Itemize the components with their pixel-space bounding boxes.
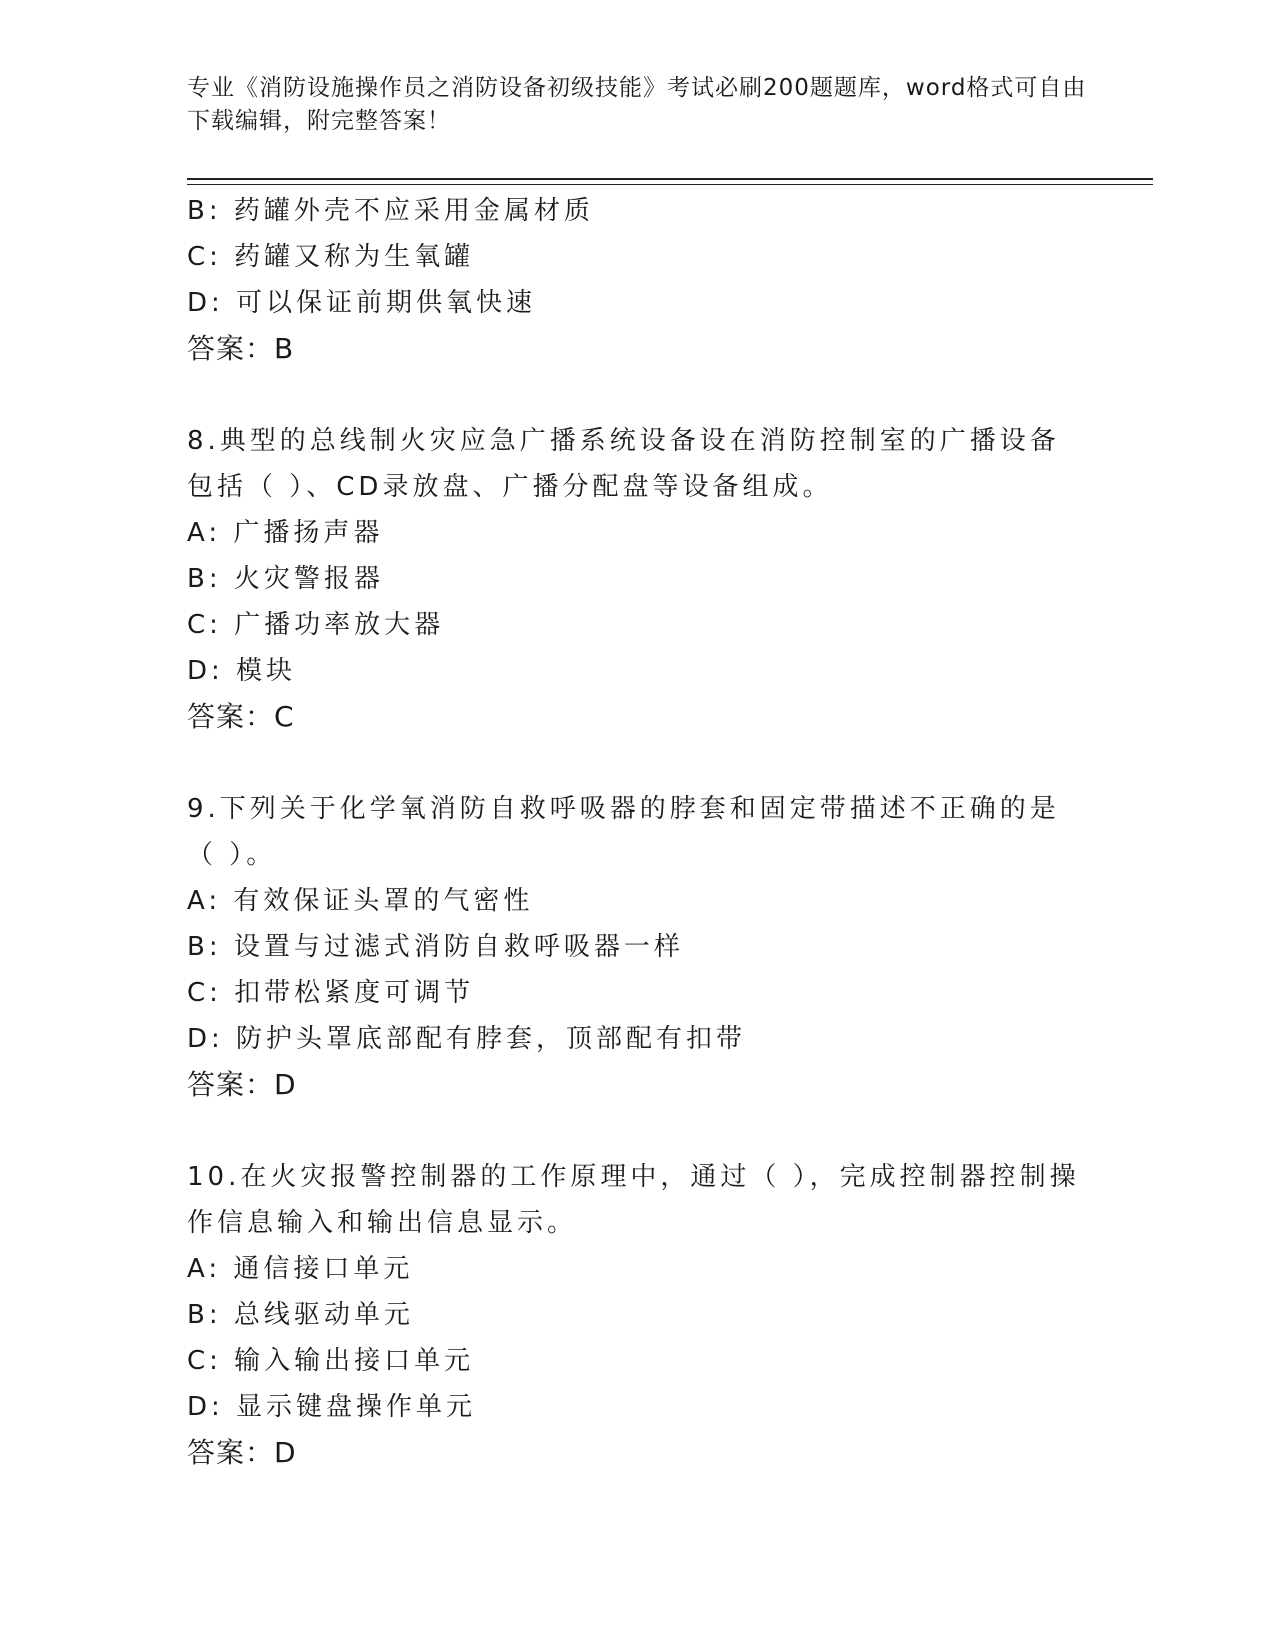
answer: 答案：C	[187, 700, 295, 733]
answer: 答案：D	[187, 1436, 297, 1469]
question-10	[187, 1154, 1087, 1476]
option-c: C: 药罐又称为生氧罐	[187, 242, 475, 272]
option-c: C: 扣带松紧度可调节	[187, 978, 475, 1008]
header-divider-thin	[187, 184, 1153, 185]
answer: 答案：B	[187, 332, 295, 365]
option-b: B: 设置与过滤式消防自救呼吸器一样	[187, 932, 684, 962]
option-a: A: 通信接口单元	[187, 1254, 414, 1284]
option-b: B: 火灾警报器	[187, 564, 384, 594]
document-body	[187, 188, 1087, 1476]
option-b: B: 药罐外壳不应采用金属材质	[187, 196, 594, 226]
previous-question-tail	[187, 188, 1087, 372]
option-a: A: 有效保证头罩的气密性	[187, 886, 534, 916]
option-d: D: 模块	[187, 656, 297, 686]
option-b: B: 总线驱动单元	[187, 1300, 414, 1330]
option-c: C: 输入输出接口单元	[187, 1346, 475, 1376]
question-9	[187, 786, 1087, 1108]
option-c: C: 广播功率放大器	[187, 610, 445, 640]
answer: 答案：D	[187, 1068, 297, 1101]
option-a: A: 广播扬声器	[187, 518, 384, 548]
question-text: 10.在火灾报警控制器的工作原理中，通过（ ），完成控制器控制操作信息输入和输出信息显示。	[187, 1162, 1080, 1238]
question-text: 8.典型的总线制火灾应急广播系统设备设在消防控制室的广播设备包括（ ）、CD录放盘、广播分配盘等设备组成。	[187, 426, 1060, 502]
option-d: D: 防护头罩底部配有脖套，顶部配有扣带	[187, 1024, 747, 1054]
document-header: 专业《消防设施操作员之消防设备初级技能》考试必刷200题题库，word格式可自由下载编辑，附完整答案！	[187, 75, 1087, 134]
option-d: D: 可以保证前期供氧快速	[187, 288, 537, 318]
question-8	[187, 418, 1087, 740]
question-text: 9.下列关于化学氧消防自救呼吸器的脖套和固定带描述不正确的是（ ）。	[187, 794, 1060, 870]
option-d: D: 显示键盘操作单元	[187, 1392, 477, 1422]
header-divider-thick	[187, 178, 1153, 180]
